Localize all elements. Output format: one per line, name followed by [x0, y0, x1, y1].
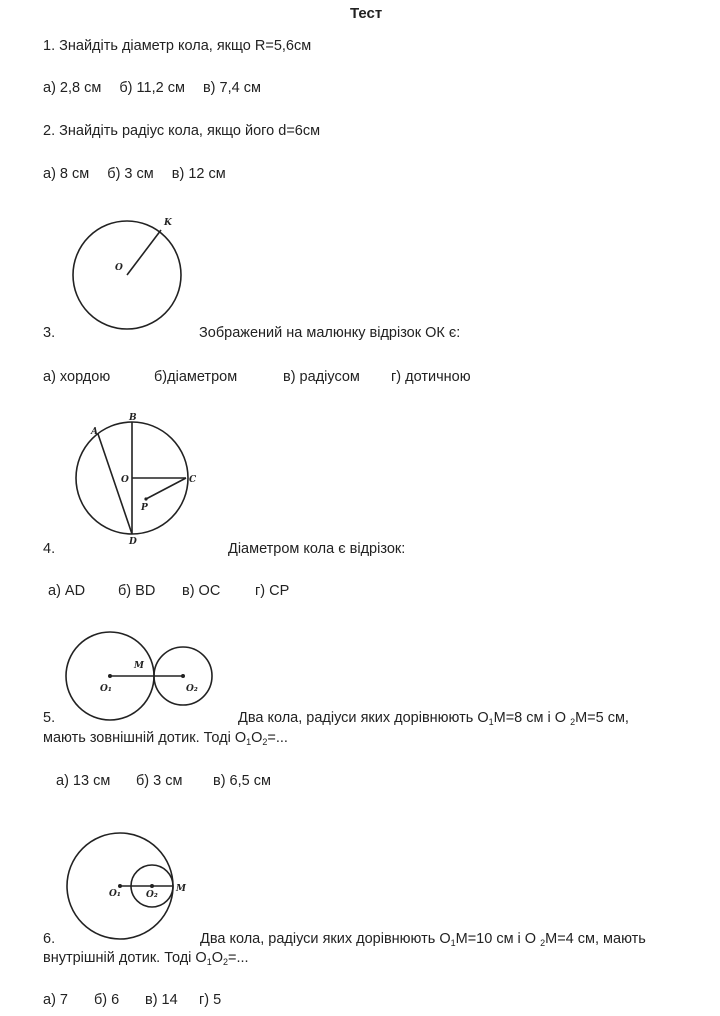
option-c[interactable]: в) OC	[182, 583, 221, 599]
question-3-number: 3.	[43, 325, 56, 341]
option-b[interactable]: б) BD	[118, 583, 156, 599]
option-c[interactable]: в) 14	[145, 992, 178, 1008]
label-p: P	[141, 503, 148, 513]
question-4: Діаметром кола є відрізок:	[228, 541, 406, 557]
question-3: Зображений на малюнку відрізок ОК є:	[199, 325, 461, 341]
option-c[interactable]: в) 12 см	[171, 166, 226, 182]
option-b[interactable]: б) 6	[94, 992, 120, 1008]
label-d: D	[129, 537, 137, 547]
label-c: C	[189, 475, 197, 485]
label-k: K	[164, 218, 172, 228]
label-a: A	[91, 427, 98, 437]
question-2: 2. Знайдіть радіус кола, якщо його d=6см	[43, 123, 321, 139]
label-b: B	[129, 413, 137, 423]
option-b[interactable]: б) 3 см	[136, 773, 183, 789]
label-m: M	[176, 884, 186, 894]
option-a[interactable]: а) 7	[43, 992, 68, 1008]
label-o: O	[115, 263, 123, 273]
label-o2: O₂	[146, 890, 158, 900]
option-c[interactable]: в) 6,5 см	[213, 773, 271, 789]
question-6-line1: Два кола, радіуси яких дорівнюють $O_1M=10$ см і O $_2$M=4 см, мають	[200, 931, 646, 948]
label-o2: O₂	[186, 684, 198, 694]
option-b[interactable]: б) 11,2 см	[119, 80, 185, 96]
option-b[interactable]: б)діаметром	[154, 369, 238, 385]
question-1: 1. Знайдіть діаметр кола, якщо R=5,6см	[43, 38, 312, 54]
figure-3-circle-radius	[60, 210, 196, 338]
page-title: Тест	[350, 5, 383, 22]
question-1-options	[43, 79, 275, 97]
question-6-number: 6.	[43, 931, 56, 947]
option-d[interactable]: г) 5	[199, 992, 222, 1008]
label-o: O	[121, 475, 129, 485]
option-d[interactable]: г) дотичною	[391, 369, 471, 385]
option-a[interactable]: а) хордою	[43, 369, 111, 385]
option-c[interactable]: в) радіусом	[283, 369, 360, 385]
option-c[interactable]: в) 7,4 см	[202, 80, 261, 96]
figure-4-circle-chords	[60, 410, 214, 554]
option-a[interactable]: а) 8 см	[43, 166, 90, 182]
option-d[interactable]: г) CP	[255, 583, 290, 599]
question-5-line2: мають зовнішній дотик. Тоді $O_1O_2=$...	[43, 730, 288, 747]
label-o1: O₁	[100, 684, 112, 694]
question-6-line2: внутрішній дотик. Тоді $O_1O_2=$...	[43, 950, 249, 967]
question-5-line1: Два кола, радіуси яких дорівнюють $O_1M=8$ см і O $_2$M=5 см,	[238, 710, 629, 727]
option-b[interactable]: б) 3 см	[107, 166, 154, 182]
label-m: M	[134, 661, 144, 671]
figure-5-external-tangent	[60, 628, 228, 724]
option-a[interactable]: а) 13 см	[56, 773, 111, 789]
question-5-number: 5.	[43, 710, 56, 726]
question-4-number: 4.	[43, 541, 56, 557]
label-o1: O₁	[109, 889, 121, 899]
question-2-options	[43, 165, 240, 183]
option-a[interactable]: а) AD	[48, 583, 86, 599]
option-a[interactable]: а) 2,8 см	[43, 80, 102, 96]
figure-6-internal-tangent	[60, 818, 190, 944]
